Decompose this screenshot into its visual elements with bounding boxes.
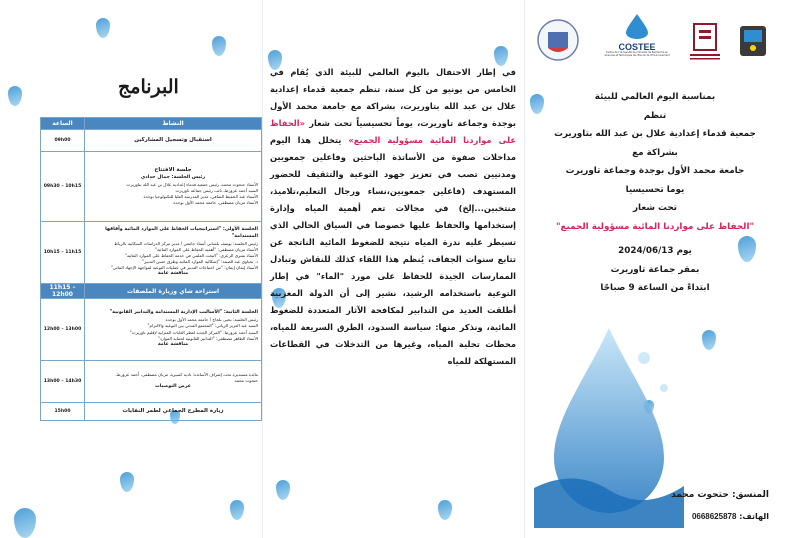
table-row-break [41, 284, 262, 299]
row-time: 11h15 – 12h00 [41, 284, 85, 299]
event-venue: بمقر جماعة تاوريرت [610, 264, 700, 275]
association-logo-icon [536, 18, 580, 62]
row-line: د. يحياوي عبد الصمد: "إشكالية الموارد المائية وطرق حسن التدبير" [142, 259, 258, 265]
row-line: مائدة مستديرة تحت إشراف الأساتذة: نادية كسيرة، مزيان مصطفى، أحمد عزوزط، [115, 371, 258, 377]
cover-panel [524, 0, 785, 538]
row-chair: رئيس الجلسة: يوسف بلساني أستاذ جامعي / مدير مركز الدراسات السكانية بالرباط [114, 240, 258, 246]
event-start-time: ابتداءً من الساعة 9 صباحًا [600, 283, 710, 293]
row-discussion: عرض التوصيات [154, 384, 191, 390]
water-drop-icon [438, 500, 452, 520]
event-date: يوم 2024/06/13 [618, 246, 692, 256]
phone-label: الهاتف: [739, 512, 769, 521]
water-drop-icon [276, 480, 290, 500]
row-chair: رئيس الجلسة: جمال حدادي [140, 174, 206, 180]
table-header-row [41, 118, 262, 130]
program-panel [0, 0, 262, 538]
costee-logo [602, 12, 672, 72]
description-panel [262, 0, 524, 538]
row-time: 09h00 [41, 130, 85, 152]
table-row [41, 152, 262, 222]
row-time: 10h15 – 11h15 [41, 222, 85, 284]
activity-header: النشاط [85, 118, 262, 130]
break-label: استراحة شاي وزيارة الملصقات [85, 284, 262, 299]
association-logo [528, 18, 588, 68]
row-discussion: مناقشة عامة [157, 271, 189, 277]
university-crest-icon [682, 18, 778, 64]
water-drop-icon [8, 86, 22, 106]
organizes-line: تنظم [643, 110, 667, 121]
table-row [41, 299, 262, 361]
time-header: الساعة [41, 118, 85, 130]
costee-name: COSTEE [618, 42, 656, 52]
row-line: الأستاذ بشرى الزعري: "البحث العلمي في خدمة الحفاظ على الموارد المائية" [124, 252, 258, 258]
row-line: الأستاذ مزيان مصطفى: "أهمية الحفاظ على الموارد المائية" [154, 246, 258, 252]
program-table [40, 117, 262, 421]
row-line: السيد أحمد عزوزط: "المركز الجديد لعطر الغابات المنزلية لإقليم تاوريرت" [129, 329, 258, 335]
partner-logos [524, 12, 785, 82]
event-slogan: "الحفاظ على مواردنا المائية مسؤولية الجميع" [555, 221, 755, 232]
row-chair: رئيس الجلسة: يحيى بلحاج / جامعة محمد الأول بوجدة [165, 317, 258, 323]
table-row [41, 130, 262, 152]
row-line: السيد أحمد عزوزط، نائب رئيس جماعة تاوريرت [175, 187, 258, 193]
event-type-line: يوما تحسيسيا [625, 184, 685, 195]
phone-row [524, 512, 769, 521]
row-time: 15h00 [41, 403, 85, 421]
row-heading: الجلسة الثانية: "الأساليب الإدارية المستدامة والتدابير القانونية" [109, 310, 258, 316]
row-time: 13h00 – 14h30 [41, 361, 85, 403]
slogan-intro-line: تحت شعار [632, 203, 677, 213]
organizer-line: جمعية قدماء إعدادية علال بن عبد الله بتاوريرت [554, 129, 756, 139]
partners-line: جامعة محمد الأول بوجدة وجماعة تاوريرت [565, 166, 745, 176]
intro-paragraph: في إطار الاحتفال باليوم العالمي للبيئة الذي يُقام في الخامس من يونيو من كل سنة، تنظم جمعية قدماء إعدادية علال بن عبد الله بتاوريرت، بشراكة مع جامعة محمد الأول بوجدة وجماعة تاوريرت، يوماً تحسيسياً تحت شعار [270, 67, 516, 128]
row-time: 12h00 – 13h00 [41, 299, 85, 361]
row-line: استقبال وتسجيل المشاركين [134, 136, 212, 143]
description-text [270, 64, 516, 370]
program-title: البرنامج [118, 76, 179, 98]
row-line: السيد عبد العزيز الرياني: "المجتمع المدني بين التوعية والالتزام" [147, 323, 258, 329]
row-heading: الجلسة الأولى: "استراتيجيات الحفاظ على الموارد المائية وآفاقها المستدامة" [105, 226, 258, 239]
row-heading: جلسة الافتتاح [154, 166, 192, 173]
row-line: الأستاذ عبد الحفيظ الشافي، مدير المدرسة العليا للتكنولوجيا بوجدة [143, 193, 258, 199]
coordinator: المنسق: حتحوت محمد [671, 490, 769, 500]
row-line: الأستاذ حتحوت محمد، رئيس جمعية قدماء إعدادية علال بن عبد الله بتاوريرت [126, 181, 258, 187]
event-announcement [532, 88, 778, 298]
water-drop-icon [702, 330, 716, 350]
event-slogan: «الحفاظ على مواردنا المائية مسؤولية الجميع» [270, 118, 517, 145]
row-line: حتحوت محمد [234, 378, 258, 384]
body-paragraph: يتخلل هذا اليوم مداخلات صفوة من الأساتذة الباحثين وفاعلين جمعويين ومدنيين تصب في تعزيز جهود التوعية والتثقيف للحضور المستهدف (فاعلين جمعويين،نساء ورجال التعليم،تلاميذ، منتخبين...إلخ) في مجالات تعم أهمية المياه وإدارة إستخدامها والحفاظ عليها خصوصا في السياق الحالي الذي تسيطر عليه ندرة المياه نتيجة للضغوط المائية الناتجة عن تتابع سنوات الجفاف، يُنظم هذا اللقاء كذلك للنقاش وتبادل الممارسات الجيدة للحفاظ على مورد "الماء" في إطار التوعية باستخدامه الرشيد، نشير إلى أن الدولة المغربية أطلقت العديد من التدابير لمكافحة الآثار المتعددة للضغوط المائية، ونذكر منها: سياسة السدود، الطرق السريعة للمياه، محطات تحلية المياه، وغيرها من التدخلات في القطاعات المستهلكة للمياه [270, 135, 516, 366]
water-drop-icon [120, 472, 134, 492]
occasion-line: بمناسبة اليوم العالمي للبيئة [594, 92, 716, 102]
row-time: 09h30 – 10h15 [41, 152, 85, 222]
costee-drop-icon [618, 12, 656, 40]
costee-caption: Centre de l'Université de l'Oriental de Recherche en Sciences et Techniques de l'Eau et de l'Environnement [604, 51, 670, 57]
university-logo [682, 18, 778, 68]
row-line: الأستاذ مزيان مصطفى، جامعة محمد الأول بوجدة [173, 200, 258, 206]
water-drop-icon [212, 36, 226, 56]
row-discussion: مناقشة عامة [157, 341, 189, 347]
phone-number: 0668625878 [691, 512, 737, 521]
row-line: زيارة المطرح الجماعي لطمر النفايات [122, 407, 224, 414]
row-line: الأستاذ الطاهر مصطفى: "التدابير القانونية لحماية الموارد" [157, 335, 258, 341]
water-drop-icon [494, 46, 508, 66]
table-row [41, 403, 262, 421]
water-drop-icon [14, 508, 36, 538]
table-row [41, 222, 262, 284]
water-drop-icon [96, 18, 110, 38]
table-row [41, 361, 262, 403]
partnership-line: بشراكة مع [632, 147, 678, 158]
row-line: الأستاذ إيمان إيمان: "من احتياجات التدبير في عمليات التوعية لمواجهة الإجهاد المائي" [111, 265, 258, 271]
water-drop-icon [230, 500, 244, 520]
